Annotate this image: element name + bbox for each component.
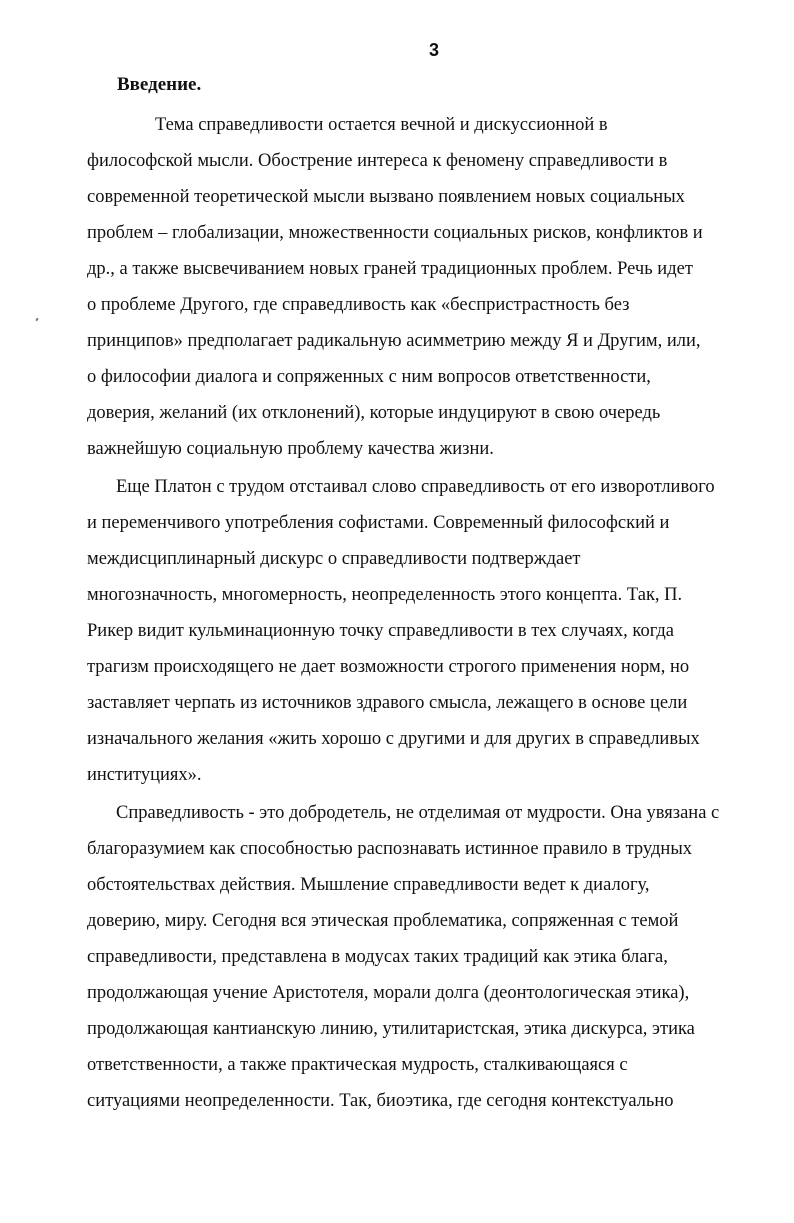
- text-line: обстоятельствах действия. Мышление справедливости ведет к диалогу,: [87, 875, 650, 895]
- text-line: доверию, миру. Сегодня вся этическая проблематика, сопряженная с темой: [87, 911, 679, 931]
- scan-speck: [35, 318, 38, 322]
- text-line: др., а также высвечиванием новых граней традиционных проблем. Речь идет: [87, 259, 693, 279]
- section-heading: Введение.: [117, 74, 202, 95]
- text-line: принципов» предполагает радикальную асимметрию между Я и Другим, или,: [87, 331, 701, 351]
- text-line: заставляет черпать из источников здравого смысла, лежащего в основе цели: [87, 693, 688, 713]
- text-line: продолжающая учение Аристотеля, морали долга (деонтологическая этика),: [87, 983, 690, 1003]
- text-line: о проблеме Другого, где справедливость как «беспристрастность без: [87, 295, 630, 315]
- text-line: важнейшую социальную проблему качества жизни.: [87, 439, 494, 459]
- text-line: доверия, желаний (их отклонений), которые индуцируют в свою очередь: [87, 403, 661, 423]
- text-line: Тема справедливости остается вечной и дискуссионной в: [155, 115, 608, 135]
- page-number: 3: [428, 40, 439, 60]
- text-line: междисциплинарный дискурс о справедливости подтверждает: [87, 549, 581, 569]
- text-line: Еще Платон с трудом отстаивал слово справедливость от его изворотливого: [116, 477, 715, 497]
- text-line: Рикер видит кульминационную точку справедливости в тех случаях, когда: [87, 621, 675, 641]
- text-line: Справедливость - это добродетель, не отделимая от мудрости. Она увязана с: [116, 803, 720, 823]
- text-line: ответственности, а также практическая мудрость, сталкивающаяся с: [87, 1055, 628, 1075]
- text-line: и переменчивого употребления софистами. Современный философский и: [87, 513, 670, 533]
- text-line: ситуациями неопределенности. Так, биоэтика, где сегодня контекстуально: [87, 1091, 674, 1111]
- text-line: проблем – глобализации, множественности социальных рисков, конфликтов и: [87, 223, 703, 243]
- text-line: современной теоретической мысли вызвано появлением новых социальных: [87, 187, 685, 207]
- text-line: институциях».: [87, 765, 202, 785]
- text-line: благоразумием как способностью распознавать истинное правило в трудных: [87, 839, 693, 859]
- text-line: многозначность, многомерность, неопределенность этого концепта. Так, П.: [87, 585, 683, 605]
- text-line: философской мысли. Обострение интереса к феномену справедливости в: [87, 151, 668, 171]
- text-line: справедливости, представлена в модусах таких традиций как этика блага,: [87, 947, 668, 967]
- text-line: изначального желания «жить хорошо с другими и для других в справедливых: [87, 729, 700, 749]
- text-line: продолжающая кантианскую линию, утилитаристская, этика дискурса, этика: [87, 1019, 695, 1039]
- text-line: о философии диалога и сопряженных с ним вопросов ответственности,: [87, 367, 651, 387]
- text-line: трагизм происходящего не дает возможности строгого применения норм, но: [87, 657, 690, 677]
